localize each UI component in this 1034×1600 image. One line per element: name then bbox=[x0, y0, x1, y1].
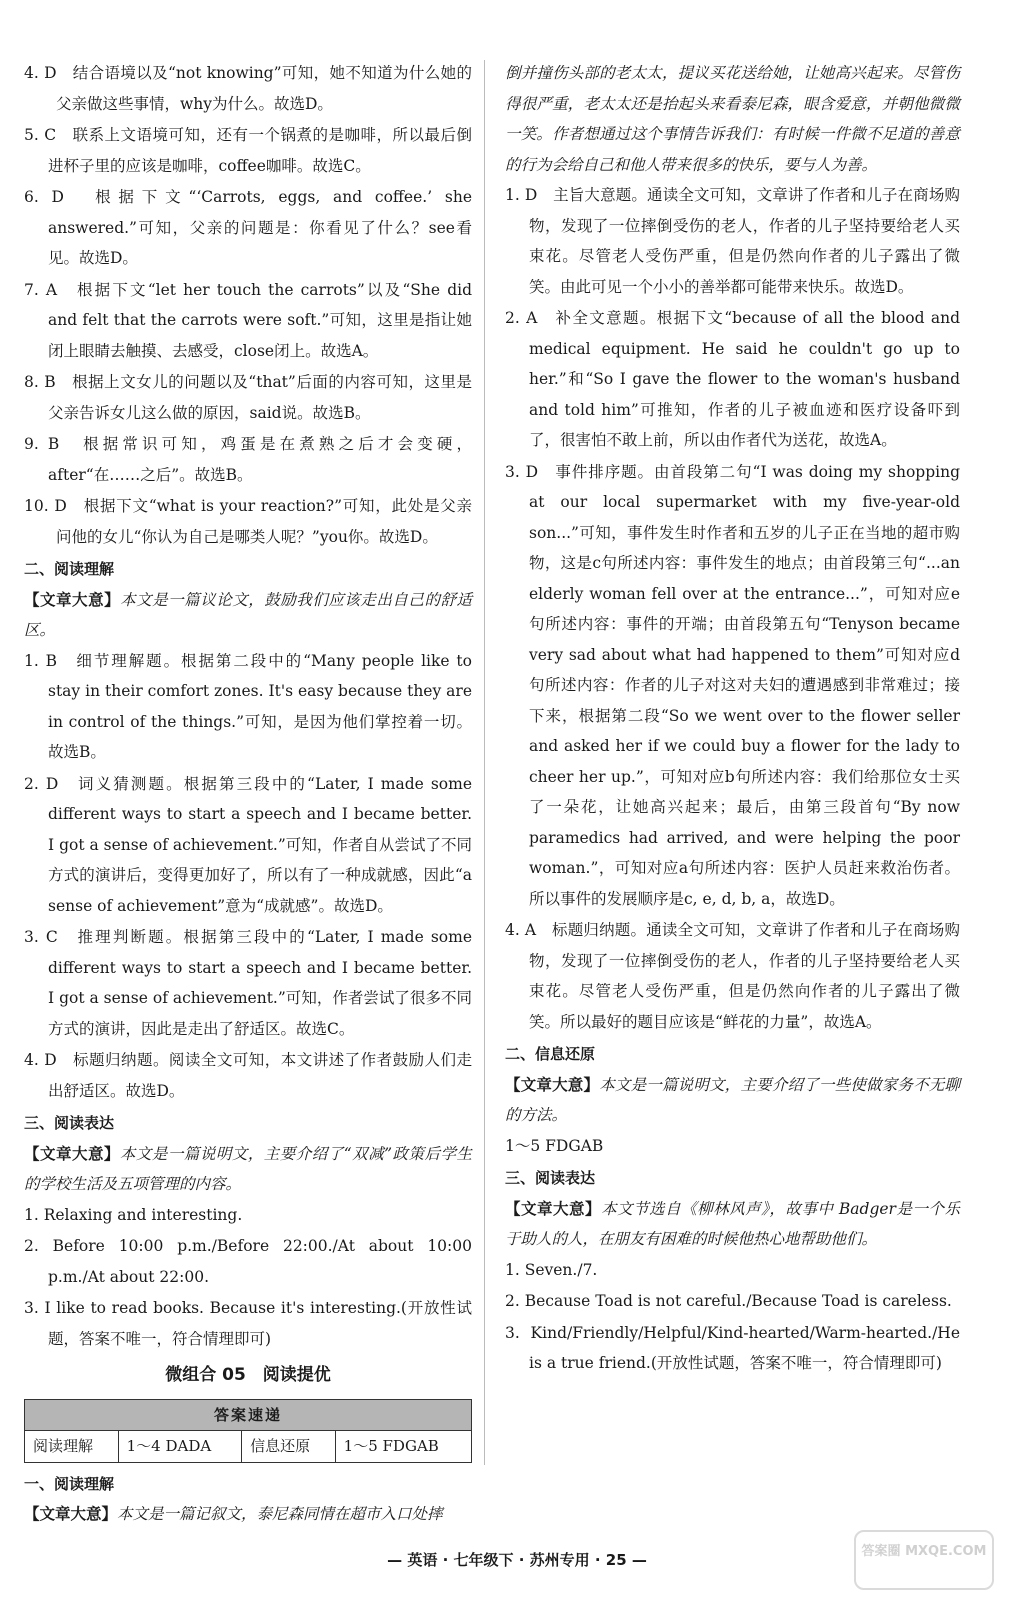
section-heading: 三、阅读表达 bbox=[505, 1169, 596, 1187]
answer-table-cell: 1～5 FDGAB bbox=[335, 1431, 471, 1463]
page-footer: — 英语 · 七年级下 · 苏州专用 · 25 — bbox=[387, 1551, 647, 1569]
summary-tag: 【文章大意】 bbox=[505, 1075, 600, 1094]
answer-item: 3. I like to read books. Because it's interesting.(开放性试题，答案不唯一，符合情理即可) bbox=[24, 1299, 472, 1348]
answer-item: 1. Relaxing and interesting. bbox=[24, 1205, 243, 1224]
answer-item: 1. B 细节理解题。根据第二段中的“Many people like to stay in their comfort zones. It's easy because they are in control of the things.”可知，是因为他们掌控着一切。故选B。 bbox=[24, 651, 472, 761]
summary-tag: 【文章大意】 bbox=[24, 1505, 118, 1523]
answer-table-cell: 阅读理解 bbox=[25, 1431, 119, 1463]
summary-tag: 【文章大意】 bbox=[24, 1144, 120, 1163]
article-summary bbox=[24, 1139, 472, 1200]
answer-table-cell: 1～4 DADA bbox=[118, 1431, 241, 1463]
summary-tag: 【文章大意】 bbox=[505, 1199, 602, 1218]
answer-item: 3. Kind/Friendly/Helpful/Kind-hearted/Warm-hearted./He is a true friend.(开放性试题，答案不唯一，符合情理即可) bbox=[505, 1323, 960, 1372]
column-divider bbox=[484, 60, 485, 1465]
summary-text: 本文是一篇说明文，主要介绍了一些使做家务不无聊的方法。 bbox=[505, 1075, 960, 1124]
answer-item: 1. D 主旨大意题。通读全文可知，文章讲了作者和儿子在商场购物，发现了一位摔倒受伤的老人，作者的儿子坚持要给老人买束花。尽管老人受伤严重，但是仍然向作者的儿子露出了微笑。由此可见一个小小的善举都可能带来快乐。故选D。 bbox=[505, 186, 960, 296]
article-summary bbox=[505, 1070, 960, 1131]
section-heading: 二、阅读理解 bbox=[24, 560, 115, 578]
answer-item: 2. D 词义猜测题。根据第三段中的“Later, I made some different ways to start a speech and I became better. I got a sense of achievement.”可知，作者自从尝试了不同方式的演讲后，变得更加好了，所以有了一种成就感，因此“a sense of achievement”意为“成就感”。故选D。 bbox=[24, 774, 472, 915]
answer-item: 2. Before 10:00 p.m./Before 22:00./At about 10:00 p.m./At about 22:00. bbox=[24, 1237, 472, 1286]
answer-item: 4. D 结合语境以及“not knowing”可知，她不知道为什么她的父亲做这些事情，why为什么。故选D。 bbox=[24, 64, 472, 113]
answer-item: 5. C 联系上文语境可知，还有一个锅煮的是咖啡，所以最后倒进杯子里的应该是咖啡，coffee咖啡。故选C。 bbox=[24, 126, 472, 175]
answer-item: 1. Seven./7. bbox=[505, 1260, 598, 1279]
answer-item: 7. A 根据下文“let her touch the carrots”以及“She did and felt that the carrots were soft.”可知，这里是指让她闭上眼睛去触摸、去感受，close闭上。故选A。 bbox=[24, 280, 472, 360]
answer-item: 3. D 事件排序题。由首段第二句“I was doing my shopping at our local supermarket with my five-year-old son...”可知，事件发生时作者和五岁的儿子正在当地的超市购物，这是c句所述内容：事件发生的地点；由首段第三句“...an elderly woman fell over at the entrance...”，可知对应e句所述内容：事件的开端；由首段第五句“Tenyson became very sad about what had happened to them”可知对应d句所述内容：作者的儿子对这对夫妇的遭遇感到非常难过；接下来，根据第二段“So we went over to the flower seller and asked her if we could buy a flower for the lady to cheer her up.”，可知对应b句所述内容：我们给那位女士买了一朵花，让她高兴起来；最后，由第三段首句“By now paramedics had arrived, and were helping the poor woman.”，可知对应a句所述内容：医护人员赶来救治伤者。所以事件的发展顺序是c, e, d, b, a，故选D。 bbox=[505, 462, 960, 908]
summary-text: 本文节选自《柳林风声》，故事中 Badger是一个乐于助人的人，在朋友有困难的时候他热心地帮助他们。 bbox=[505, 1199, 960, 1248]
summary-continuation: 倒并撞伤头部的老太太，提议买花送给她，让她高兴起来。尽管伤得很严重，老太太还是抬起头来看泰尼森，眼含爱意，并朝他微微一笑。作者想通过这个事情告诉我们：有时候一件微不足道的善意的行为会给自己和他人带来很多的快乐，要与人为善。 bbox=[505, 64, 960, 174]
answer-table-header: 答案速递 bbox=[25, 1399, 472, 1431]
summary-text: 本文是一篇说明文，主要介绍了“双减”政策后学生的学校生活及五项管理的内容。 bbox=[24, 1144, 472, 1193]
summary-tag: 【文章大意】 bbox=[24, 590, 121, 609]
article-summary bbox=[505, 1194, 960, 1255]
answer-item: 3. C 推理判断题。根据第三段中的“Later, I made some different ways to start a speech and I became better. I got a sense of achievement.”可知，作者尝试了很多不同方式的演讲，因此是走出了舒适区。故选C。 bbox=[24, 928, 472, 1038]
section-heading: 一、阅读理解 bbox=[24, 1474, 115, 1493]
answer-item: 6. D 根据下文“‘Carrots, eggs, and coffee.’ she answered.”可知，父亲的问题是：你看见了什么？see看见。故选D。 bbox=[24, 188, 472, 267]
answer-line: 1～5 FDGAB bbox=[505, 1136, 604, 1155]
left-column bbox=[24, 58, 472, 1530]
section-heading: 三、阅读表达 bbox=[24, 1114, 115, 1132]
answer-item: 4. A 标题归纳题。通读全文可知，文章讲了作者和儿子在商场购物，发现了一位摔倒受伤的老人，作者的儿子坚持要给老人买束花。尽管老人受伤严重，但是仍然向作者的儿子露出了微笑。所以最好的题目应该是“鲜花的力量”，故选A。 bbox=[505, 921, 960, 1031]
answer-table-cell: 信息还原 bbox=[242, 1431, 336, 1463]
answer-item: 10. D 根据下文“what is your reaction?”可知，此处是父亲问他的女儿“你认为自己是哪类人呢？”you你。故选D。 bbox=[24, 497, 472, 546]
answer-item: 2. Because Toad is not careful./Because Toad is careless. bbox=[505, 1292, 952, 1310]
section-heading: 二、信息还原 bbox=[505, 1045, 596, 1063]
watermark-logo: 答案圈 MXQE.COM bbox=[854, 1530, 994, 1590]
article-summary bbox=[24, 1499, 472, 1530]
answer-table bbox=[24, 1399, 472, 1463]
subsection-title: 微组合 05 阅读提优 bbox=[165, 1365, 331, 1385]
summary-text: 本文是一篇记叙文，泰尼森同情在超市入口处摔 bbox=[117, 1505, 443, 1523]
summary-text: 本文是一篇议论文，鼓励我们应该走出自己的舒适区。 bbox=[24, 590, 472, 639]
article-summary bbox=[24, 585, 472, 646]
answer-item: 2. A 补全文意题。根据下文“because of all the blood and medical equipment. He said he couldn't go up to her.”和“So I gave the flower to the woman's husband and told him”可推知，作者的儿子被血迹和医疗设备吓到了，很害怕不敢上前，所以由作者代为送花，故选A。 bbox=[505, 309, 960, 449]
answer-item: 9. B 根据常识可知，鸡蛋是在煮熟之后才会变硬，after“在……之后”。故选B。 bbox=[24, 435, 472, 484]
answer-item: 4. D 标题归纳题。阅读全文可知，本文讲述了作者鼓励人们走出舒适区。故选D。 bbox=[24, 1051, 472, 1100]
right-column bbox=[505, 58, 960, 1380]
answer-item: 8. B 根据上文女儿的问题以及“that”后面的内容可知，这里是父亲告诉女儿这么做的原因，said说。故选B。 bbox=[24, 373, 472, 422]
